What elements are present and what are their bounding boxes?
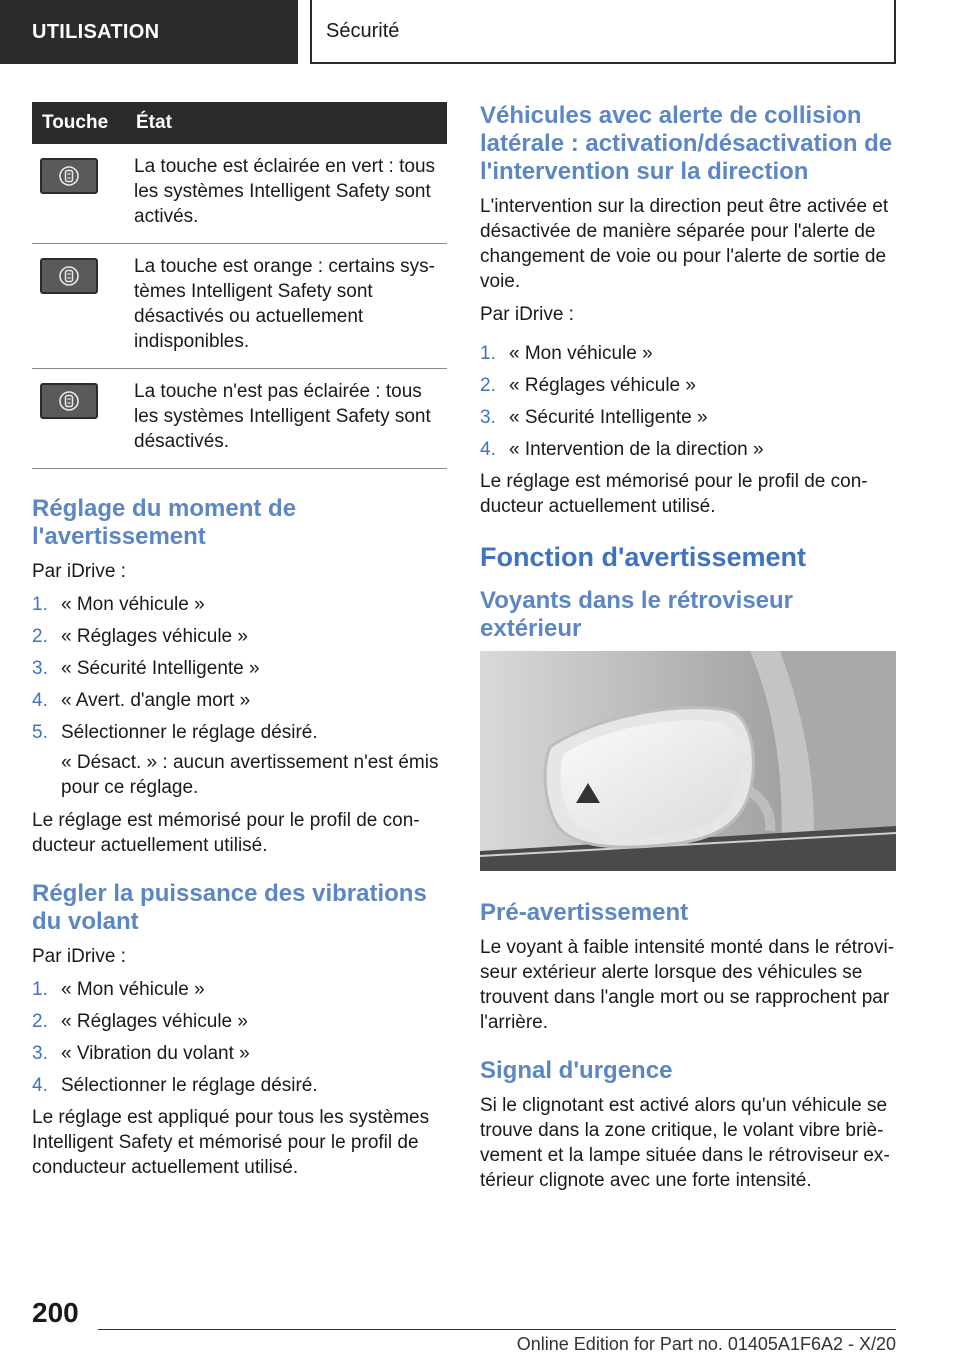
table-header-row [32,102,447,144]
heading-vibration: Régler la puissance des vibrations du volant [32,880,427,935]
heading-urgent-signal: Signal d'urgence [480,1057,673,1084]
list-item: 2. « Réglages véhicule » [480,375,696,396]
steering-body: L'intervention sur la direction peut être activée et désactivée de manière séparée pour l'alerte de changement de voie ou pour l'alerte de sortie de voie. [480,196,889,292]
steering-steps [480,341,896,462]
side-mirror-warning-light-photo [480,651,896,871]
list-item: 4. Sélectionner le réglage désiré. [32,1075,318,1096]
page-number: 200 [32,1297,79,1328]
header-section: UTILISATION [0,0,298,64]
table-cell-state: La touche n'est pas éclairée : tous les systèmes Intelligent Safety sont désactivés. [126,369,447,469]
list-item: 1. « Mon véhicule » [32,594,205,615]
vibration-intro: Par iDrive : [32,946,126,967]
table-row [32,369,447,469]
left-column [32,102,447,1188]
vibration-outro: Le réglage est appliqué pour tous les systèmes Intelligent Safety et mémorisé pour le profil de conducteur actuellement utilisé. [32,1107,430,1178]
key-status-table [32,102,447,469]
warning-time-outro: Le réglage est mémorisé pour le profil de conducteur actuellement utilisé. [32,810,420,856]
intelligent-safety-key-green-icon [40,158,98,194]
list-item: 4. « Avert. d'angle mort » [32,690,251,711]
list-item: 4. « Intervention de la direction » [480,439,764,460]
warning-time-intro: Par iDrive : [32,561,126,582]
heading-pre-warning: Pré-avertissement [480,899,689,926]
table-row [32,144,447,244]
table-cell-state: La touche est éclairée en vert : tous les systèmes Intelligent Safety sont activés. [126,144,447,244]
list-item: 3. « Sécurité Intelligente » [32,658,260,679]
list-item: 5. Sélectionner le réglage désiré. [32,722,318,743]
list-item: 3. « Vibration du volant » [32,1043,250,1064]
column-header-state: État [126,102,447,144]
list-item: 2. « Réglages véhicule » [32,626,248,647]
footer-divider [98,1329,896,1330]
intelligent-safety-key-orange-icon [40,258,98,294]
header-title: Sécurité [310,0,896,64]
vibration-steps [32,977,447,1098]
heading-mirror-lights: Voyants dans le rétroviseur extérieur [480,587,794,642]
list-item: 3. « Sécurité Intelligente » [480,407,708,428]
list-item: 1. « Mon véhicule » [480,343,653,364]
steering-intro: Par iDrive : [480,304,574,325]
table-row [32,244,447,369]
column-header-key: Touche [32,102,126,144]
heading-steering: Véhicules avec alerte de collision latérale : activation/désactivation de l'intervention sur la direction [480,102,893,185]
warning-time-steps [32,592,447,745]
intelligent-safety-key-off-icon [40,383,98,419]
heading-warning-time: Réglage du moment de l'avertissement [32,495,297,550]
steering-outro: Le réglage est mémorisé pour le profil de conducteur actuellement utilisé. [480,471,868,517]
footer-edition: Online Edition for Part no. 01405A1F6A2 - X/20 [516,1334,896,1354]
list-item: 2. « Réglages véhicule » [32,1011,248,1032]
right-column [480,102,896,1201]
table-cell-state: La touche est orange : certains systèmes Intelligent Safety sont désactivés ou actuellement indisponibles. [126,244,447,369]
urgent-signal-body: Si le clignotant est activé alors qu'un véhicule se trouve dans la zone critique, le volant vibre brièvement et la lampe située dans le rétroviseur extérieur clignote avec une forte intensité. [480,1095,890,1191]
warning-time-note: « Désact. » : aucun avertissement n'est émis pour ce réglage. [61,752,439,798]
pre-warning-body: Le voyant à faible intensité monté dans le rétroviseur extérieur alerte lorsque des véhicules se trouvent dans l'angle mort ou se rapprochent par l'arrière. [480,937,895,1033]
list-item: 1. « Mon véhicule » [32,979,205,1000]
heading-warning-function: Fonction d'avertissement [480,542,806,572]
